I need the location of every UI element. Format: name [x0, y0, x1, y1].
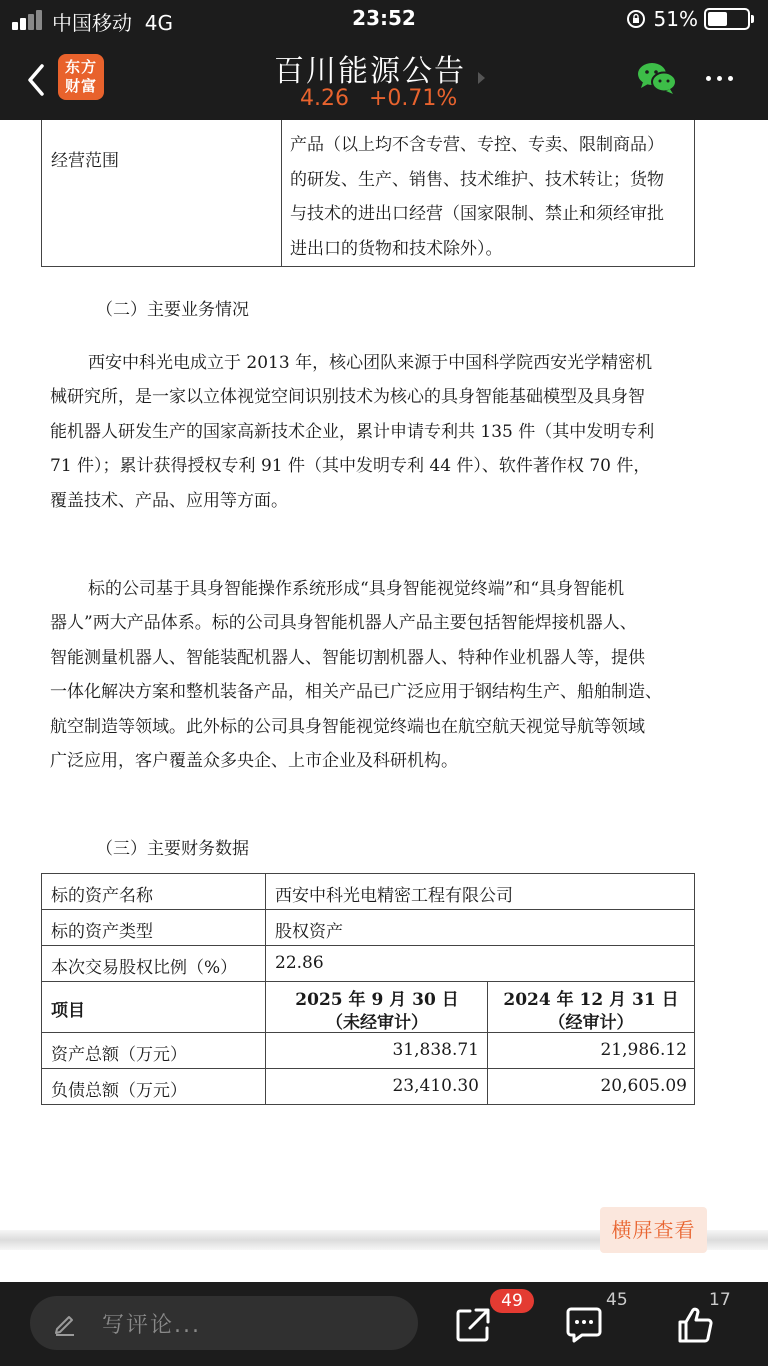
more-icon[interactable] [702, 66, 738, 90]
business-paragraph-1: 西安中科光电成立于 2013 年，核心团队来源于中国科学院西安光学精密机 械研究所，是一家以立体视觉空间识别技术为核心的具身智能基础模型及具身智 能机器人研发生产的国家高新技术企业，累计申请专利共 135 件（其中发明专利 71 件）；累计获得授权专利 91 件（其中发明专利 44 件）、软件著作权 70 件， 覆盖技术、产品、应用等方面。 [50, 353, 655, 511]
comment-icon[interactable] [564, 1306, 604, 1344]
app-header [0, 40, 768, 120]
section-heading: （三）主要财务数据 [96, 839, 249, 859]
stock-quote[interactable] [300, 86, 477, 111]
announcement-document[interactable] [0, 120, 768, 1282]
comment-placeholder: 写评论... [102, 1313, 201, 1338]
scope-label: 经营范围 [51, 151, 119, 171]
wechat-icon[interactable] [636, 60, 678, 96]
page-title: 百川能源公告 [274, 54, 466, 89]
share-count-badge: 49 [490, 1289, 534, 1313]
table-row: 资产总额（万元） 31,838.71 21,986.12 [42, 1033, 694, 1069]
comment-input[interactable] [30, 1296, 418, 1350]
stock-change: +0.71% [368, 86, 458, 111]
table-row: 负债总额（万元） 23,410.30 20,605.09 [42, 1069, 694, 1105]
battery-icon [704, 8, 750, 30]
clock: 23:52 [352, 6, 416, 30]
battery-status [626, 7, 754, 31]
battery-percent: 51% [653, 7, 698, 31]
like-count: 17 [709, 1290, 731, 1310]
table-row: 标的资产名称 西安中科光电精密工程有限公司 [42, 874, 694, 910]
table-row: 本次交易股权比例（%） 22.86 [42, 946, 694, 982]
table-header-row: 项目 2025 年 9 月 30 日 （未经审计） 2024 年 12 月 31 日 （经审计） [42, 982, 694, 1033]
comment-count: 45 [606, 1290, 628, 1310]
expand-arrow-icon[interactable] [478, 72, 485, 84]
carrier-label: 中国移动 4G [52, 11, 173, 35]
business-paragraph-2: 标的公司基于具身智能操作系统形成“具身智能视觉终端”和“具身智能机 器人”两大产品体系。标的公司具身智能机器人产品主要包括智能焊接机器人、 智能测量机器人、智能装配机器人、智能切割机器人、特种作业机器人等，提供 一体化解决方案和整机装备产品，相关产品已广泛应用于钢结构生产、船舶制造、 航空制造等领域。此外标的公司具身智能视觉终端也在航空航天视觉导航等领域 广泛应用，客户覆盖众多央企、上市企业及科研机构。 [50, 579, 662, 772]
pencil-icon [52, 1310, 78, 1336]
bottom-action-bar [0, 1282, 768, 1366]
eastmoney-logo: 东方 财富 [58, 54, 104, 100]
scope-text: 产品（以上均不含专营、专控、专卖、限制商品） 的研发、生产、销售、技术维护、技术转让；货物 与技术的进出口经营（国家限制、禁止和须经审批 进出口的货物和技术除外）。 [290, 135, 664, 259]
business-scope-table [41, 120, 695, 267]
battery-fill [708, 12, 727, 26]
stock-price: 4.26 [300, 86, 349, 111]
lock-rotation-icon [626, 9, 646, 29]
financial-data-table [41, 873, 695, 1105]
table-row: 标的资产类型 股权资产 [42, 910, 694, 946]
share-icon[interactable] [454, 1306, 492, 1344]
section-heading: （二）主要业务情况 [96, 300, 249, 320]
landscape-view-button[interactable]: 横屏查看 [600, 1207, 707, 1253]
status-bar [0, 0, 768, 40]
thumbs-up-icon[interactable] [676, 1306, 714, 1344]
